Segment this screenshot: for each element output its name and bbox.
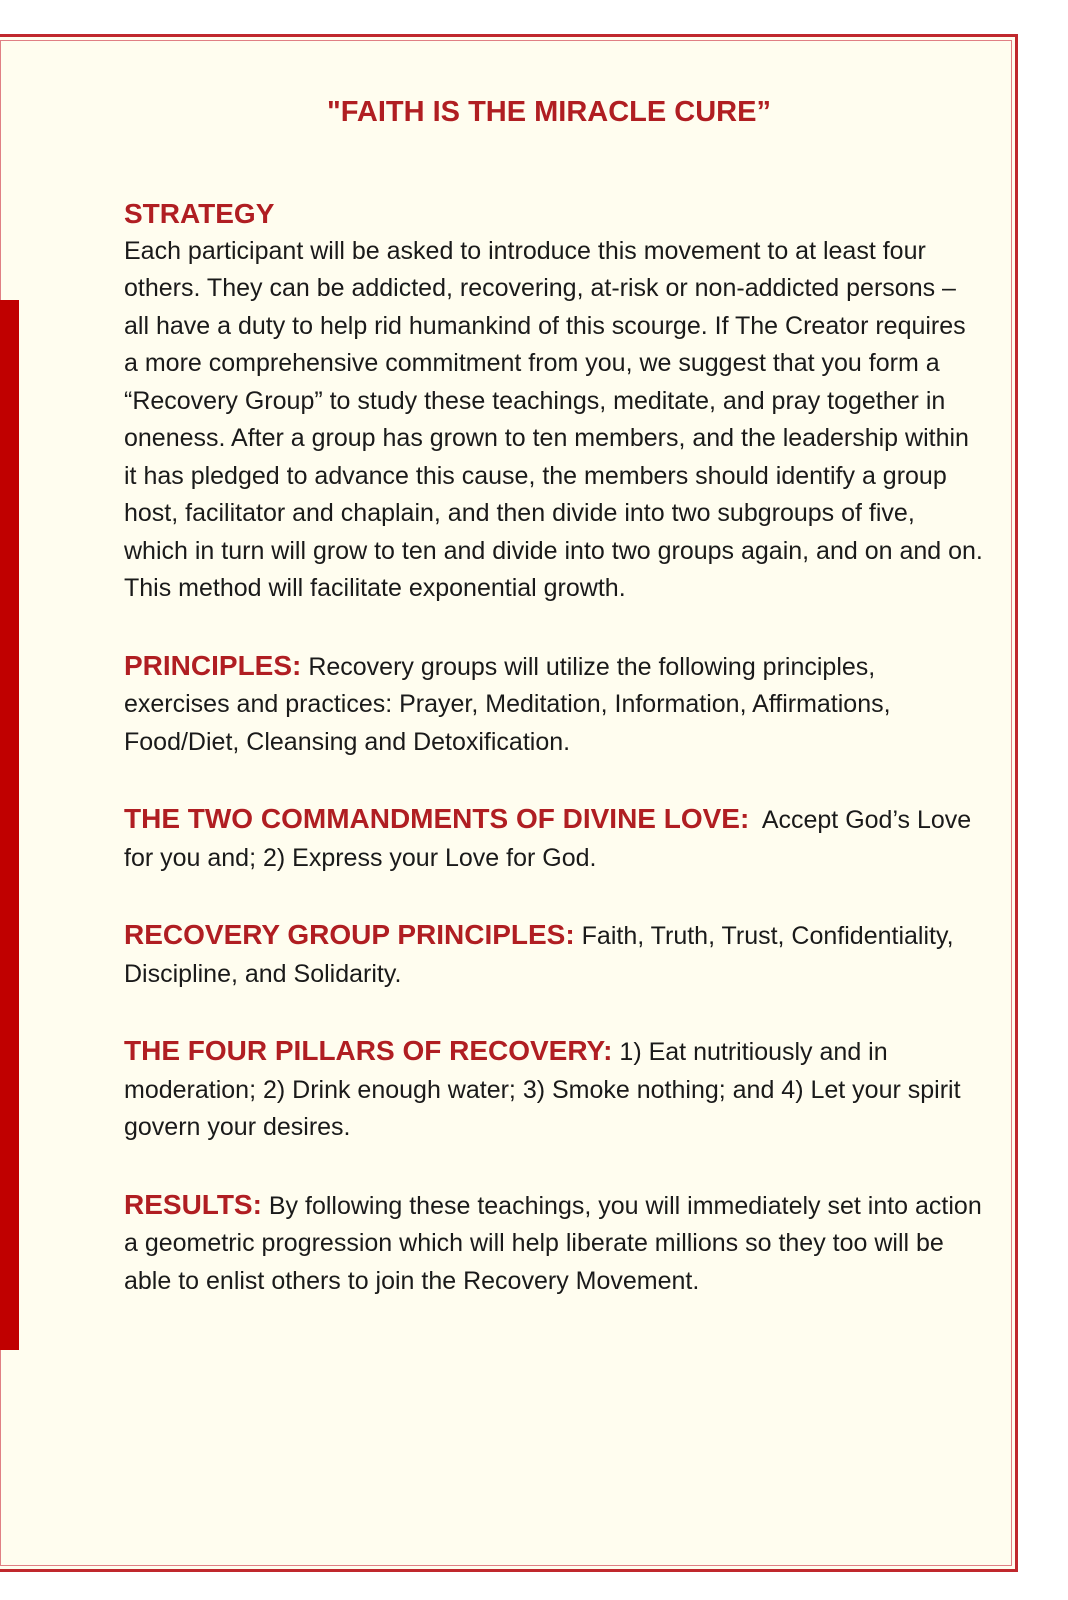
section-recovery-group-principles — [124, 916, 984, 993]
section-principles — [124, 647, 984, 762]
section-body-four-pillars: 1) Eat nutritiously and in moderation; 2) Drink enough water; 3) Smoke nothing; and 4) Let your spirit govern your desires. — [124, 1038, 961, 1141]
section-heading-results: RESULTS: — [124, 1188, 262, 1220]
section-heading-principles: PRINCIPLES: — [124, 649, 302, 681]
document-content — [124, 96, 984, 1339]
section-body-principles: Recovery groups will utilize the following principles, exercises and practices: Prayer, Meditation, Information, Affirmations, Food/Diet, Cleansing and Detoxification. — [124, 652, 891, 756]
section-body-results: By following these teachings, you will immediately set into action a geometric progression which will help liberate millions so they too will be able to enlist others to join the Recovery Movement. — [124, 1191, 982, 1295]
section-body-recovery-group-principles: Faith, Truth, Trust, Confidentiality, Discipline, and Solidarity. — [124, 922, 954, 988]
section-two-commandments — [124, 800, 984, 877]
section-body-strategy: Each participant will be asked to introduce this movement to at least four others. They can be addicted, recovering, at-risk or non-addicted persons – all have a duty to help rid humankind of this scourge. If The Creator requires a more comprehensive commitment from you, we suggest that you form a “Recovery Group” to study these teachings, meditate, and pray together in oneness. After a group has grown to ten members, and the leadership within it has pledged to advance this cause, the members should identify a group host, facilitator and chaplain, and then divide into two subgroups of five, which in turn will grow to ten and divide into two groups again, and on and on. This method will facilitate exponential growth. — [124, 236, 983, 602]
section-four-pillars — [124, 1032, 984, 1147]
section-body-two-commandments: Accept God’s Love for you and; 2) Express your Love for God. — [124, 806, 972, 872]
section-heading-strategy: STRATEGY — [124, 198, 275, 229]
section-heading-four-pillars: THE FOUR PILLARS OF RECOVERY: — [124, 1035, 613, 1066]
decorative-side-bar — [0, 300, 19, 1350]
section-heading-two-commandments: THE TWO COMMANDMENTS OF DIVINE LOVE: — [124, 803, 750, 834]
section-strategy — [124, 195, 984, 608]
section-results — [124, 1186, 984, 1301]
section-heading-recovery-group-principles: RECOVERY GROUP PRINCIPLES: — [124, 919, 575, 950]
document-title: "FAITH IS THE MIRACLE CURE” — [327, 96, 771, 128]
